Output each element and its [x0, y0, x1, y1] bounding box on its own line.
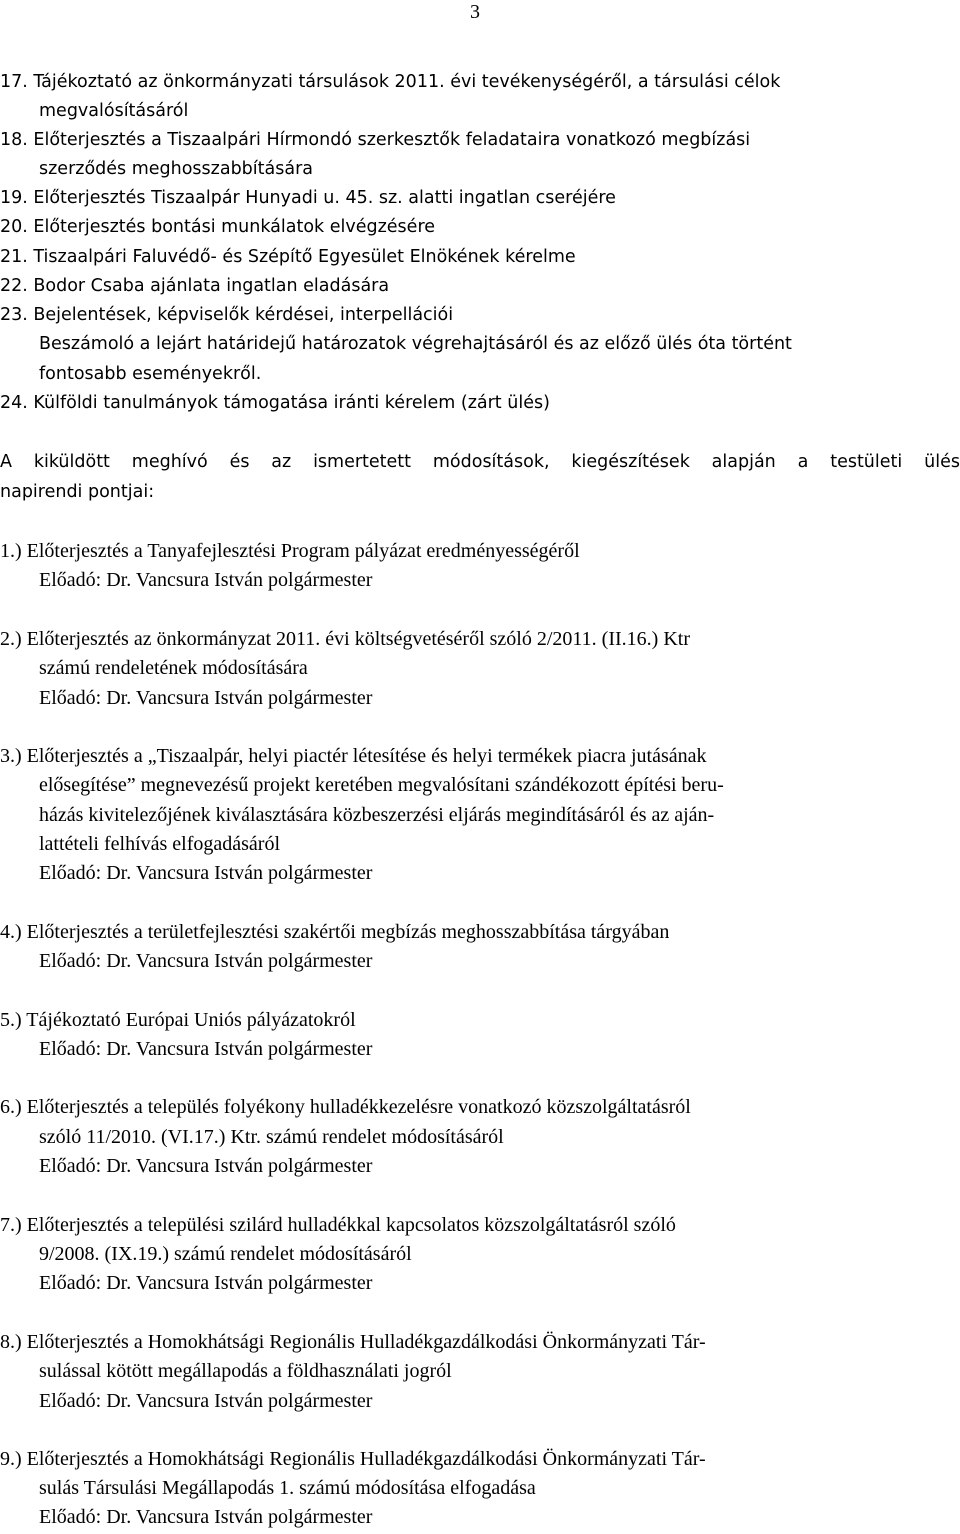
item-7-presenter: Előadó: Dr. Vancsura István polgármester	[39, 1272, 373, 1294]
item-3-line3: házás kivitelezőjének kiválasztására közbeszerzési eljárás megindításáról és az aján-	[39, 804, 715, 826]
item-2-presenter: Előadó: Dr. Vancsura István polgármester	[39, 687, 373, 709]
item-1-title: 1.) Előterjesztés a Tanyafejlesztési Program pályázat eredményességéről	[0, 540, 580, 562]
item-9-line1: 9.) Előterjesztés a Homokhátsági Regionális Hulladékgazdálkodási Önkormányzati Tár-	[0, 1448, 706, 1470]
agenda-item-21: 21. Tiszaalpári Faluvédő- és Szépítő Egyesület Elnökének kérelme	[0, 247, 576, 267]
page-number: 3	[470, 1, 480, 23]
item-9-line2: sulás Társulási Megállapodás 1. számú módosítása elfogadása	[39, 1477, 536, 1499]
intro-word: A	[0, 452, 12, 472]
intro-word: a	[797, 452, 809, 472]
agenda-item-17-line1: 17. Tájékoztató az önkormányzati társulások 2011. évi tevékenységéről, a társulási célok	[0, 72, 781, 92]
intro-word: alapján	[711, 452, 776, 472]
intro-word: módosítások,	[432, 452, 550, 472]
item-1-presenter: Előadó: Dr. Vancsura István polgármester	[39, 569, 373, 591]
item-7-line1: 7.) Előterjesztés a települési szilárd hulladékkal kapcsolatos közszolgáltatásról szóló	[0, 1214, 676, 1236]
intro-line1	[0, 448, 960, 476]
intro-word: kiküldött	[33, 452, 110, 472]
item-4-title: 4.) Előterjesztés a területfejlesztési szakértői megbízás meghosszabbítása tárgyában	[0, 921, 670, 943]
intro-word: az	[271, 452, 292, 472]
item-5-title: 5.) Tájékoztató Európai Uniós pályázatokról	[0, 1009, 356, 1031]
item-6-presenter: Előadó: Dr. Vancsura István polgármester	[39, 1155, 373, 1177]
intro-word: testületi	[830, 452, 903, 472]
agenda-item-18-line2: szerződés meghosszabbítására	[39, 159, 314, 179]
agenda-item-18-line1: 18. Előterjesztés a Tiszaalpári Hírmondó szerkesztők feladataira vonatkozó megbízási	[0, 130, 751, 150]
report-line1: Beszámoló a lejárt határidejű határozatok végrehajtásáról és az előző ülés óta történt	[39, 334, 792, 354]
intro-word: és	[229, 452, 250, 472]
item-6-line1: 6.) Előterjesztés a település folyékony hulladékkezelésre vonatkozó közszolgáltatásról	[0, 1096, 691, 1118]
intro-line2: napirendi pontjai:	[0, 482, 155, 502]
item-6-line2: szóló 11/2010. (VI.17.) Ktr. számú rendelet módosításáról	[39, 1126, 504, 1148]
item-8-presenter: Előadó: Dr. Vancsura István polgármester	[39, 1390, 373, 1412]
item-3-presenter: Előadó: Dr. Vancsura István polgármester	[39, 862, 373, 884]
intro-word: kiegészítések	[571, 452, 690, 472]
intro-word: meghívó	[131, 452, 208, 472]
intro-word: ismertetett	[313, 452, 412, 472]
report-line2: fontosabb eseményekről.	[39, 364, 262, 384]
item-9-presenter: Előadó: Dr. Vancsura István polgármester	[39, 1506, 373, 1528]
item-8-line1: 8.) Előterjesztés a Homokhátsági Regionális Hulladékgazdálkodási Önkormányzati Tár-	[0, 1331, 706, 1353]
agenda-item-17-line2: megvalósításáról	[39, 101, 189, 121]
item-2-line1: 2.) Előterjesztés az önkormányzat 2011. évi költségvetéséről szóló 2/2011. (II.16.) Ktr	[0, 628, 690, 650]
agenda-item-22: 22. Bodor Csaba ajánlata ingatlan eladására	[0, 276, 390, 296]
agenda-item-23: 23. Bejelentések, képviselők kérdései, interpellációi	[0, 305, 454, 325]
agenda-item-19: 19. Előterjesztés Tiszaalpár Hunyadi u. 45. sz. alatti ingatlan cseréjére	[0, 188, 616, 208]
item-2-line2: számú rendeletének módosítására	[39, 657, 308, 679]
item-7-line2: 9/2008. (IX.19.) számú rendelet módosításáról	[39, 1243, 412, 1265]
item-3-line2: elősegítése” megnevezésű projekt keretében megvalósítani szándékozott építési beru-	[39, 774, 724, 796]
item-8-line2: sulással kötött megállapodás a földhasználati jogról	[39, 1360, 452, 1382]
agenda-item-24: 24. Külföldi tanulmányok támogatása iránti kérelem (zárt ülés)	[0, 393, 550, 413]
item-3-line4: lattételi felhívás elfogadásáról	[39, 833, 281, 855]
item-3-line1: 3.) Előterjesztés a „Tiszaalpár, helyi piactér létesítése és helyi termékek piacra jutásának	[0, 745, 707, 767]
item-4-presenter: Előadó: Dr. Vancsura István polgármester	[39, 950, 373, 972]
intro-word: ülés	[924, 452, 960, 472]
item-5-presenter: Előadó: Dr. Vancsura István polgármester	[39, 1038, 373, 1060]
agenda-item-20: 20. Előterjesztés bontási munkálatok elvégzésére	[0, 217, 436, 237]
